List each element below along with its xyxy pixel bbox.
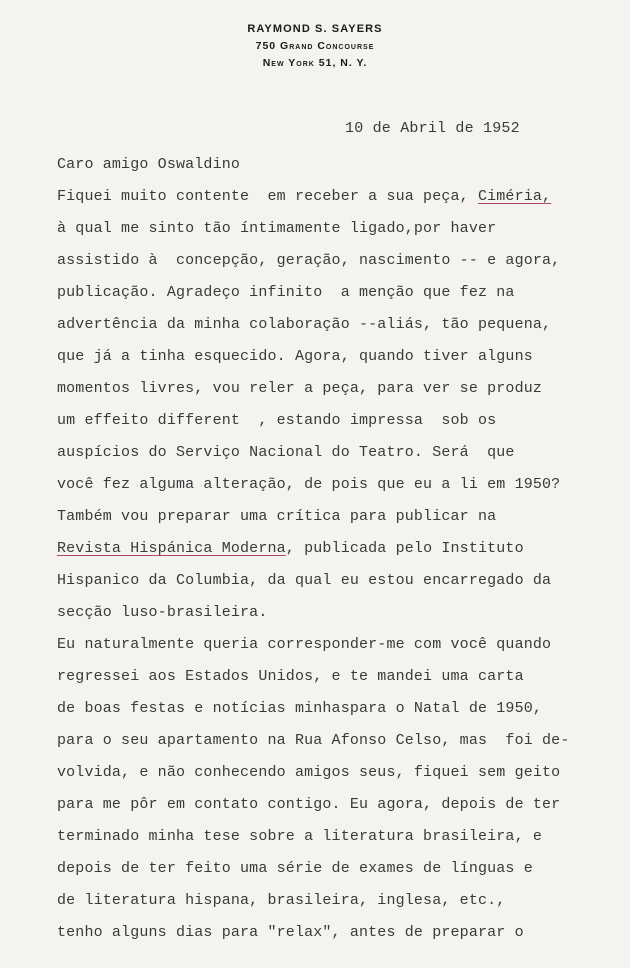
letter-line: publicação. Agradeço infinito a menção que fez na bbox=[57, 284, 515, 301]
letter-line: depois de ter feito uma série de exames de línguas e bbox=[57, 860, 533, 877]
letter-line: Eu naturalmente queria corresponder-me com você quando bbox=[57, 636, 552, 653]
letterhead bbox=[0, 20, 630, 72]
letter-line: regressei aos Estados Unidos, e te mandei uma carta bbox=[57, 668, 524, 685]
letter-line: tenho alguns dias para "relax", antes de preparar o bbox=[57, 924, 524, 941]
greeting: Caro amigo Oswaldino bbox=[57, 156, 241, 173]
letter-line: auspícios do Serviço Nacional do Teatro. Será que bbox=[57, 444, 515, 461]
letter-line: Também vou preparar uma crítica para publicar na bbox=[57, 508, 497, 525]
letter-line: para me pôr em contato contigo. Eu agora, depois de ter bbox=[57, 796, 561, 813]
play-title: Ciméria, bbox=[477, 188, 552, 205]
letter-line: volvida, e não conhecendo amigos seus, fiquei sem geito bbox=[57, 764, 561, 781]
letterhead-address bbox=[0, 38, 630, 72]
letter-line: você fez alguma alteração, de pois que eu a li em 1950? bbox=[57, 476, 561, 493]
letter-line: secção luso-brasileira. bbox=[57, 604, 268, 621]
letter-line: um effeito different , estando impressa sob os bbox=[57, 412, 497, 429]
letter-line: terminado minha tese sobre a literatura brasileira, e bbox=[57, 828, 543, 845]
letter-line: Hispanico da Columbia, da qual eu estou encarregado da bbox=[57, 572, 552, 589]
letter-line: de boas festas e notícias minhaspara o Natal de 1950, bbox=[57, 700, 543, 717]
letter-line: de literatura hispana, brasileira, inglesa, etc., bbox=[57, 892, 506, 909]
letterhead-name: RAYMOND S. SAYERS bbox=[247, 23, 383, 35]
journal-title: Revista Hispánica Moderna bbox=[57, 540, 286, 557]
letter-line-text: , publicada pelo Instituto bbox=[285, 540, 524, 557]
letter-line: para o seu apartamento na Rua Afonso Celso, mas foi de- bbox=[57, 732, 570, 749]
letter-line: assistido à concepção, geração, nascimento -- e agora, bbox=[57, 252, 561, 269]
letter-date: 10 de Abril de 1952 bbox=[345, 120, 520, 137]
letter-line: à qual me sinto tão íntimamente ligado,por haver bbox=[57, 220, 497, 237]
letter-line bbox=[57, 183, 627, 215]
letterhead-city: New York 51, N. Y. bbox=[262, 57, 368, 69]
letterhead-street: 750 Grand Concourse bbox=[255, 40, 375, 52]
letter-line: que já a tinha esquecido. Agora, quando tiver alguns bbox=[57, 348, 533, 365]
letter-line: advertência da minha colaboração --aliás, tão pequena, bbox=[57, 316, 552, 333]
letter-line bbox=[57, 535, 627, 567]
letter-line-text: Fiquei muito contente em receber a sua peça, bbox=[57, 188, 478, 205]
letter-line: momentos livres, vou reler a peça, para ver se produz bbox=[57, 380, 543, 397]
letter-body bbox=[57, 151, 627, 951]
